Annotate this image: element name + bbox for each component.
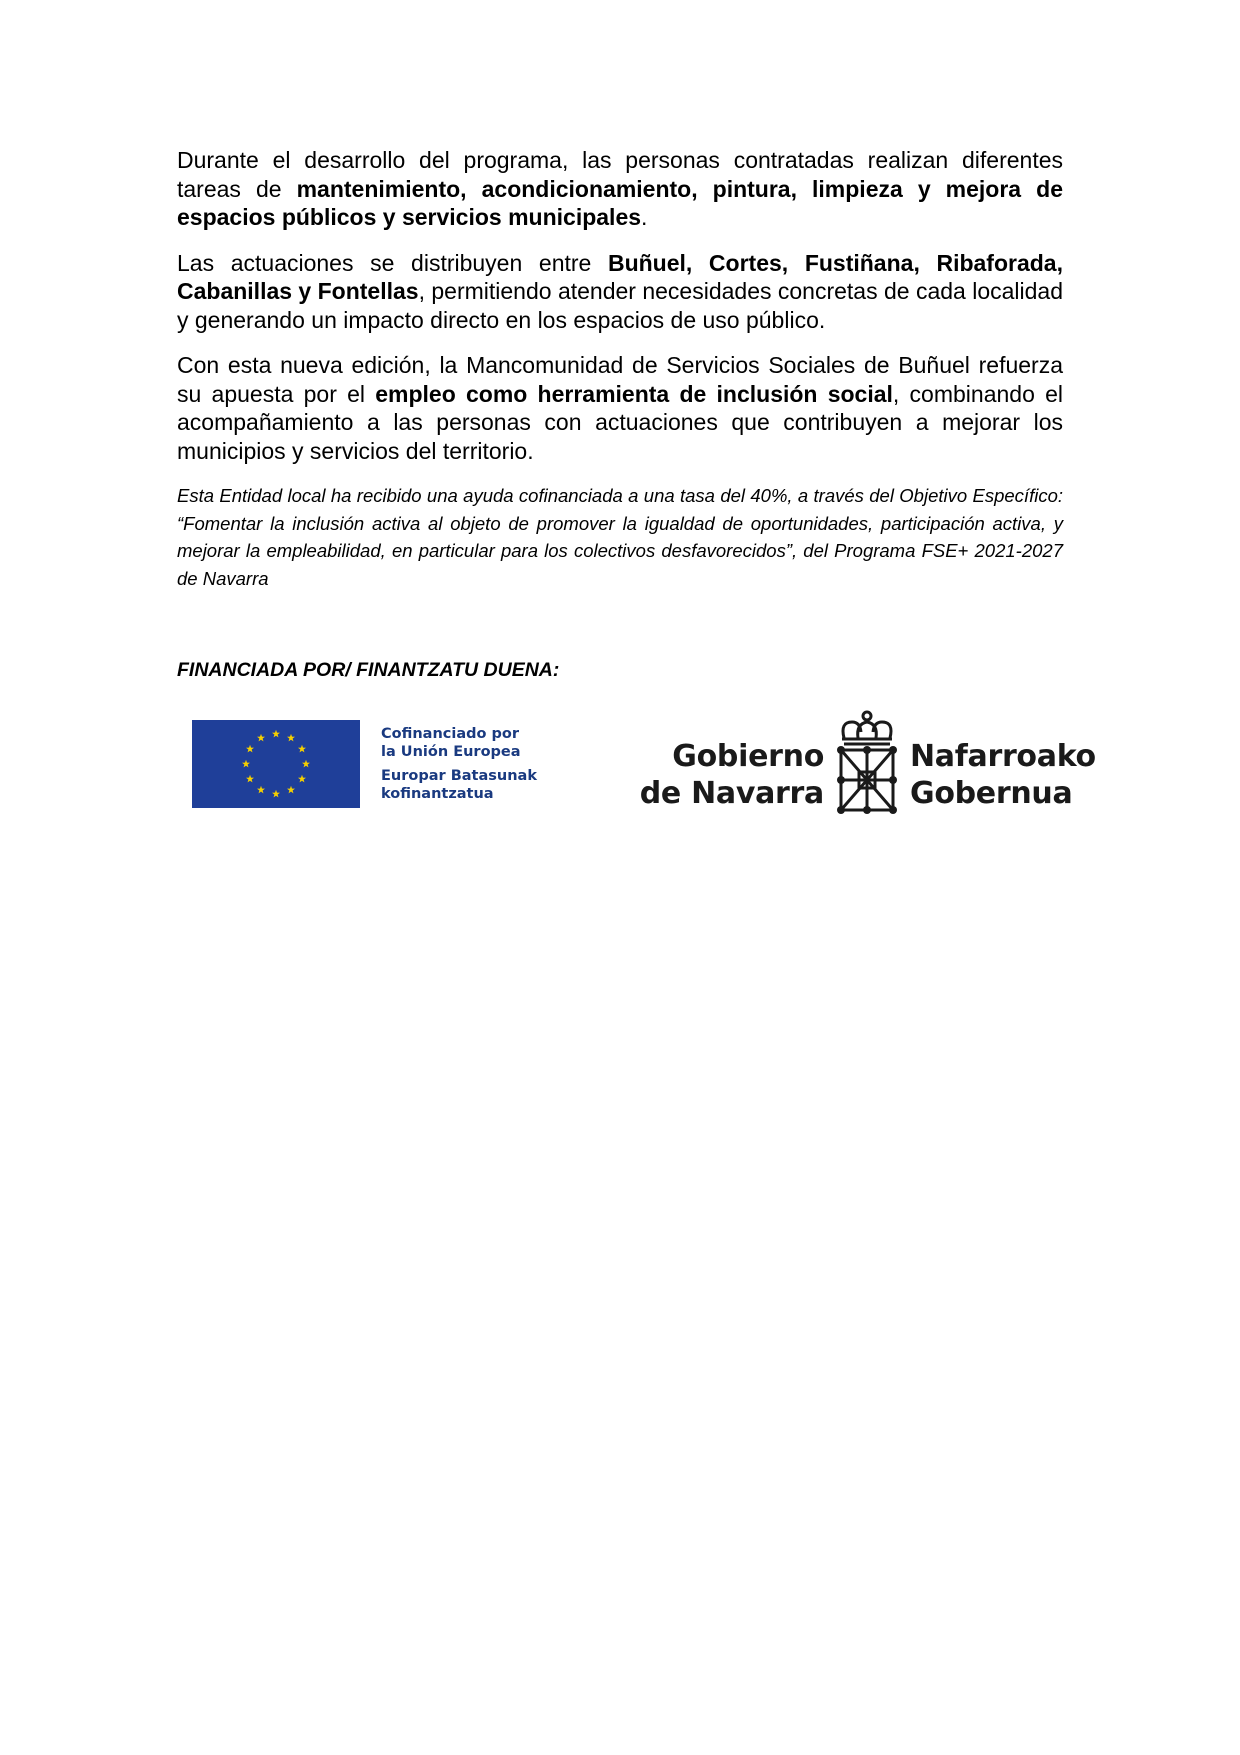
eu-line-1: Cofinanciado por xyxy=(381,726,520,742)
paragraph xyxy=(177,351,1063,465)
document-body xyxy=(177,146,1063,592)
funding-note: Esta Entidad local ha recibido una ayuda cofinanciada a una tasa del 40%, a través del Objetivo Específico: “Fomentar la inclusión activa al objeto de promover la igualdad de oportunidades, participación activa, y mejorar la empleabilidad, en particular para los colectivos desfavorecidos”, del Programa FSE+ 2021-2027 de Navarra xyxy=(177,485,1063,589)
paragraph xyxy=(177,146,1063,232)
paragraph-list xyxy=(177,146,1063,465)
text: , combinando el acompañamiento a las personas con actuaciones que contribuyen a mejorar los municipios y servicios del territorio. xyxy=(177,380,1063,464)
financed-label: FINANCIADA POR/ FINANTZATU DUENA: xyxy=(177,659,560,681)
eu-line-4: kofinantzatua xyxy=(381,786,494,802)
eu-logo-text xyxy=(381,725,571,803)
eu-cofinancing-logo xyxy=(192,720,562,808)
navarra-left-line-1: Gobierno xyxy=(672,739,824,774)
eu-line-3: Europar Batasunak xyxy=(381,768,537,784)
eu-flag-icon xyxy=(192,720,360,808)
paragraph xyxy=(177,249,1063,335)
text: Las actuaciones se distribuyen entre xyxy=(177,249,608,276)
bold-text: empleo como herramienta de inclusión social xyxy=(375,380,893,407)
text: Con esta nueva edición, la Mancomunidad de Servicios Sociales de Buñuel refuerza su apuesta por el xyxy=(177,352,1063,407)
bold-text: mantenimiento, acondicionamiento, pintura, limpieza y mejora de espacios públicos y servicios municipales xyxy=(177,175,1063,230)
navarra-right-line-2: Gobernua xyxy=(910,776,1073,811)
text: Durante el desarrollo del programa, las personas contratadas realizan diferentes tareas de xyxy=(177,147,1063,202)
navarra-shield-icon xyxy=(830,708,904,816)
navarra-basque-name xyxy=(910,738,1110,812)
text: , permitiendo atender necesidades concretas de cada localidad y generando un impacto directo en los espacios de uso público. xyxy=(177,278,1064,333)
navarra-right-line-1: Nafarroako xyxy=(910,739,1096,774)
gobierno-navarra-logo xyxy=(630,708,1110,818)
navarra-spanish-name xyxy=(634,738,824,812)
eu-line-2: la Unión Europea xyxy=(381,744,521,760)
navarra-left-line-2: de Navarra xyxy=(639,776,824,811)
text: . xyxy=(641,204,648,230)
bold-text: Buñuel, Cortes, Fustiñana, Ribaforada, Cabanillas y Fontellas xyxy=(177,249,1063,304)
